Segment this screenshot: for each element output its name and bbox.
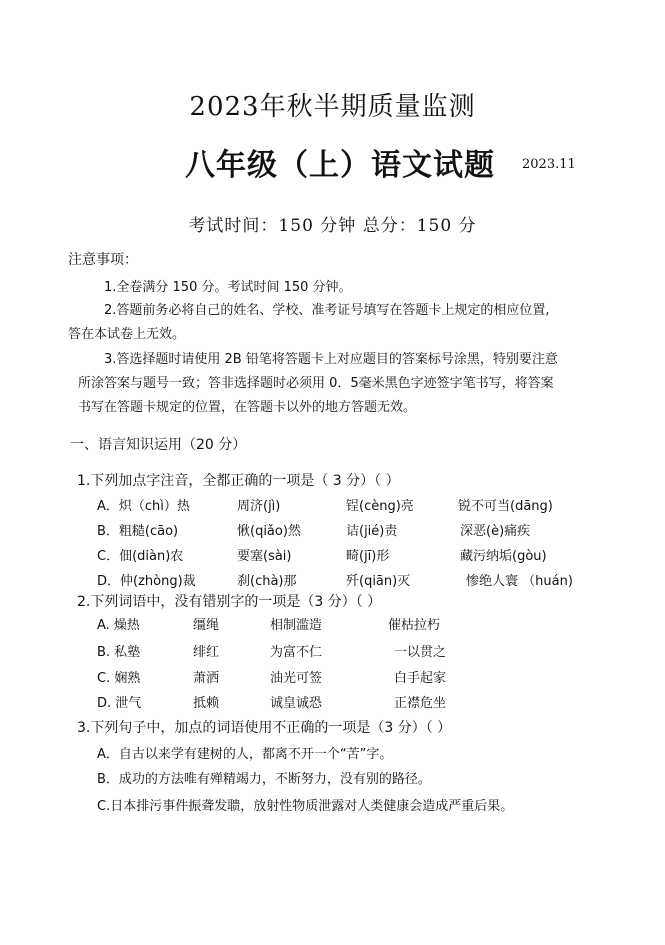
- q2-option-c-2: 萧洒: [193, 671, 220, 686]
- q1-option-c-2: 要塞(sài): [237, 549, 292, 564]
- q1-option-c-3: 畸(jī)形: [346, 549, 390, 564]
- q2-option-d-2: 抵赖: [193, 696, 220, 711]
- q2-option-b-2: 绯红: [193, 645, 220, 660]
- q1-stem: 1.下列加点字注音，全都正确的一项是（ 3 分）（ ）: [77, 473, 400, 489]
- q2-option-a-3: 相制滥造: [270, 618, 323, 633]
- notice-item-3-cont: 所涂答案与题号一致；答非选择题时必须用 0．5毫米黑色字迹签字笔书写，将答案: [78, 376, 554, 391]
- q1-option-a-4: 锐不可当(dāng): [458, 499, 553, 514]
- q2-option-row: [0, 641, 665, 661]
- exam-title: 2023年秋半期质量监测: [189, 92, 476, 122]
- q2-option-c-4: 白手起家: [394, 671, 447, 686]
- q2-option-row: [0, 667, 665, 687]
- exam-info: 考试时间：150 分钟 总分：150 分: [188, 216, 477, 236]
- q1-option-d-2: 刹(chà)那: [237, 574, 297, 589]
- q1-option-b-1: B．粗糙(cāo): [97, 524, 179, 539]
- notice-item-2: 2.答题前务必将自己的姓名、学校、准考证号填写在答题卡上规定的相应位置,: [104, 303, 550, 318]
- q1-option-row: [0, 520, 665, 540]
- q1-option-row: [0, 570, 665, 590]
- q2-stem: 2.下列词语中，没有错别字的一项是（3 分）（ ）: [77, 594, 382, 610]
- q3-option-c: C.日本排污事件振聋发聩，放射性物质泄露对人类健康会造成严重后果。: [97, 799, 514, 814]
- notice-item-1: 1.全卷满分 150 分。考试时间 150 分钟。: [104, 280, 352, 295]
- q2-option-b-4: 一以贯之: [394, 645, 447, 660]
- exam-date: 2023.11: [522, 157, 576, 172]
- q1-option-b-2: 愀(qiǎo)然: [237, 524, 301, 539]
- notice-heading: 注意事项：: [68, 252, 138, 268]
- q2-option-a-2: 缰绳: [193, 618, 220, 633]
- q2-option-d-4: 正襟危坐: [394, 696, 447, 711]
- q1-option-b-4: 深恶(è)痛疾: [460, 524, 531, 539]
- q2-option-a-1: A. 燥热: [97, 618, 140, 633]
- q3-option-a: A．自古以来学有建树的人，都离不开一个“苦”字。: [97, 747, 393, 762]
- q1-option-c-1: C．佃(diàn)农: [97, 549, 184, 564]
- exam-subtitle: 八年级（上）语文试题: [185, 148, 495, 183]
- q2-option-c-3: 油光可签: [270, 671, 323, 686]
- q1-option-a-2: 周济(jì): [237, 499, 281, 514]
- notice-item-2-cont: 答在本试卷上无效。: [68, 327, 186, 342]
- q1-option-a-1: A．炽（chì）热: [97, 499, 190, 514]
- notice-item-3: 3.答选择题时请使用 2B 铅笔将答题卡上对应题目的答案标号涂黑，特别要注意: [104, 352, 558, 367]
- q1-option-row: [0, 545, 665, 565]
- q2-option-c-1: C. 娴熟: [97, 671, 141, 686]
- q1-option-d-3: 歼(qiān)灭: [346, 574, 411, 589]
- q2-option-d-1: D. 泄气: [97, 696, 142, 711]
- q1-option-c-4: 藏污纳垢(gòu): [460, 549, 547, 564]
- q2-option-d-3: 诚皇诚恐: [270, 696, 323, 711]
- q2-option-a-4: 催枯拉朽: [388, 618, 441, 633]
- q2-option-row: [0, 614, 665, 634]
- q2-option-b-1: B. 私塾: [97, 645, 141, 660]
- section-title: 一、语言知识运用（20 分）: [70, 437, 247, 453]
- q1-option-a-3: 锃(cèng)亮: [346, 499, 414, 514]
- q1-option-row: [0, 495, 665, 515]
- notice-item-3-cont2: 书写在答题卡规定的位置，在答题卡以外的地方答题无效。: [78, 400, 417, 415]
- q1-option-d-4: 惨绝人寰 （huán): [466, 574, 573, 589]
- q3-stem: 3.下列句子中，加点的词语使用不正确的一项是（3 分）（ ）: [77, 720, 452, 736]
- q2-option-b-3: 为富不仁: [270, 645, 323, 660]
- q2-option-row: [0, 692, 665, 712]
- q1-option-b-3: 诘(jié)责: [346, 524, 398, 539]
- q1-option-d-1: D．仲(zhòng)裁: [97, 574, 196, 589]
- q3-option-b: B．成功的方法唯有殚精竭力，不断努力，没有别的路径。: [97, 772, 431, 787]
